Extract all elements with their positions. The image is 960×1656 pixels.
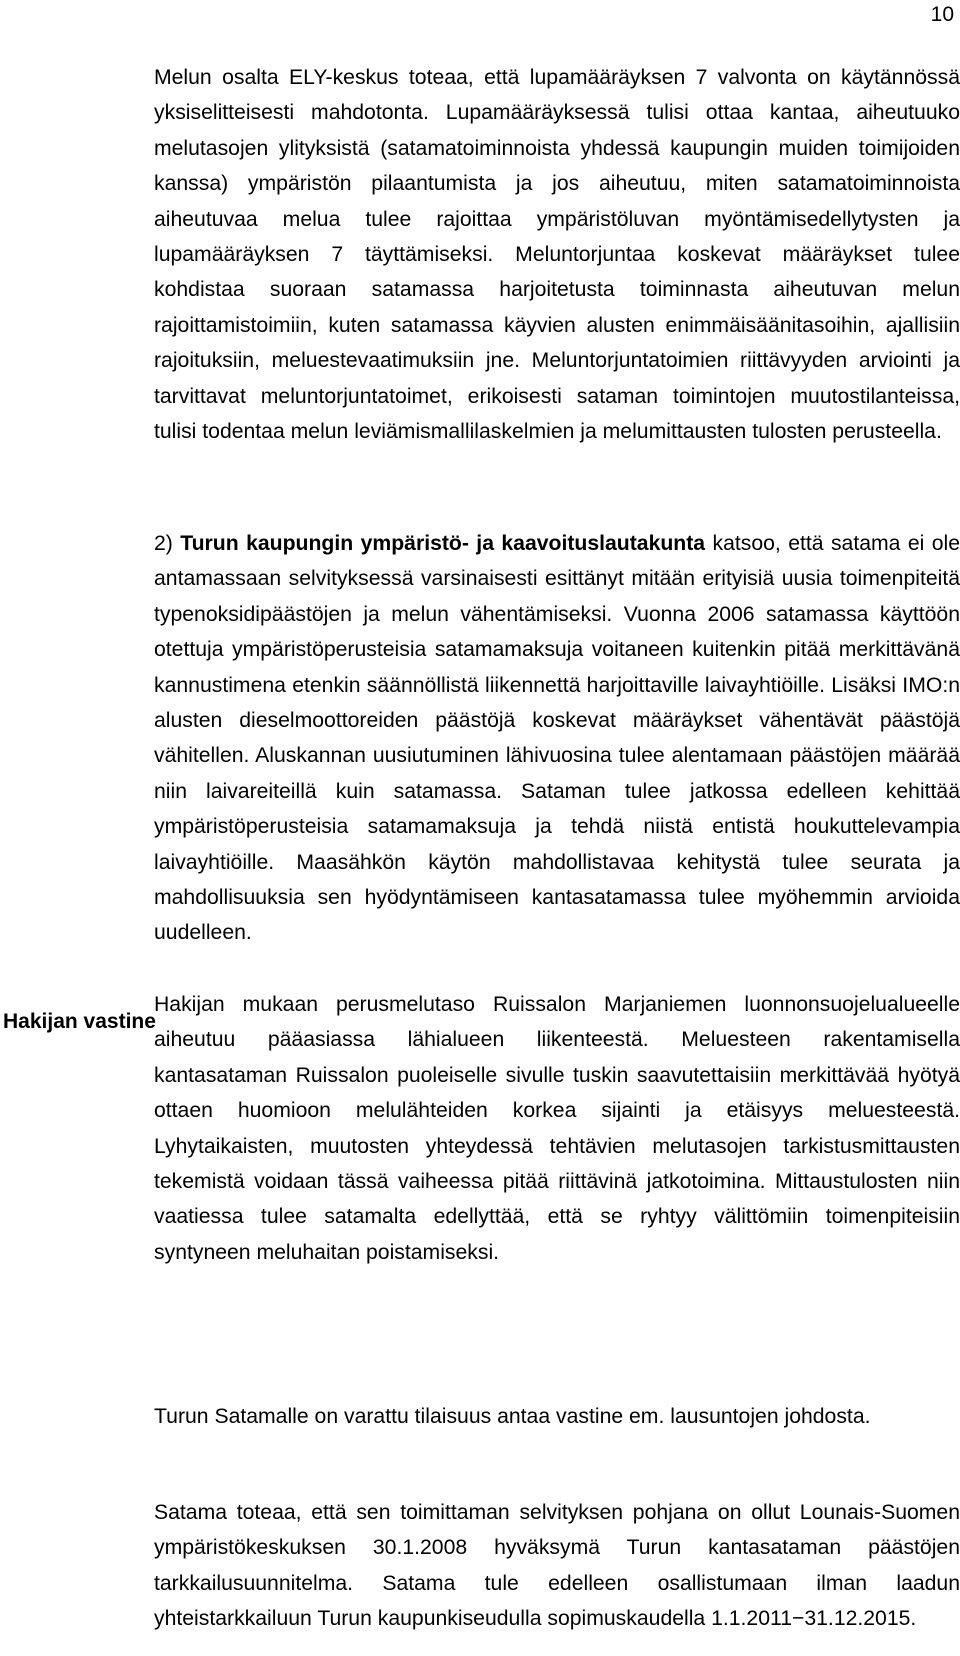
paragraph-perusmelutaso: Hakijan mukaan perusmelutaso Ruissalon Marjaniemen luonnonsuojelualueelle aiheutuu pääasiassa lähialueen liikenteestä. Meluesteen rakentamisella kantasataman Ruissalon puoleiselle sivulle tuskin saavutettaisiin merkittävää hyötyä ottaen huomioon melulähteiden korkea sijainti ja etäisyys meluesteestä. Lyhytaikaisten, muutosten yhteydessä tehtävien melutasojen tarkistusmittausten tekemistä voidaan tässä vaiheessa pitää riittävinä jatkotoimina. Mittaustulosten niin vaatiessa tulee satamalta edellyttää, että se ryhtyy välittömiin toimenpiteisiin syntyneen meluhaitan poistamiseksi. xyxy=(154,993,960,1264)
paragraph-vastine-tilaisuus: Turun Satamalle on varattu tilaisuus antaa vastine em. lausuntojen johdosta. xyxy=(154,1405,871,1428)
authority-name: Turun kaupungin ympäristö- ja kaavoituslautakunta xyxy=(180,532,706,555)
list-number: 2) xyxy=(154,532,173,555)
paragraph-body-text: katsoo, että satama ei ole antamassaan selvityksessä varsinaisesti esittänyt mitään erityisiä uusia toimenpiteitä typenoksidipäästöjen ja melun vähentämiseksi. Vuonna 2006 satamassa käyttöön otettuja ympäristöperusteisia satamamaksuja voitaneen kuitenkin pitää merkittävänä kannustimena etenkin säännöllistä liikennettä harjoittaville laivayhtiöille. Lisäksi IMO:n alusten dieselmoottoreiden päästöjä koskevat määräykset vähentävät päästöjä vähitellen. Aluskannan uusiutuminen lähivuosina tulee alentamaan päästöjen määrää niin laivareiteillä kuin satamassa. Sataman tulee jatkossa edelleen kehittää ympäristöperusteisia satamamaksuja ja tehdä niistä entistä houkuttelevampia laivayhtiöille. Maasähkön käytön mahdollistavaa kehitystä tulee seurata ja mahdollisuuksia sen hyödyntämiseen kantasatamassa tulee myöhemmin arvioida uudelleen. xyxy=(154,532,960,945)
page-number: 10 xyxy=(930,3,954,26)
section-heading-hakijan-vastine: Hakijan vastine xyxy=(3,1010,156,1033)
paragraph-satama-toteaa: Satama toteaa, että sen toimittaman selvityksen pohjana on ollut Lounais-Suomen ympäristökeskuksen 30.1.2008 hyväksymä Turun kantasataman päästöjen tarkkailusuunnitelma. Satama tule edelleen osallistumaan ilman laadun yhteistarkkailuun Turun kaupunkiseudulla sopimuskaudella 1.1.2011−31.12.2015. xyxy=(154,1501,960,1631)
paragraph-ely-keskus-melu: Melun osalta ELY-keskus toteaa, että lupamääräyksen 7 valvonta on käytännössä yksiselitteisesti mahdotonta. Lupamääräyksessä tulisi ottaa kantaa, aiheutuuko melutasojen ylityksistä (satamatoiminnoista yhdessä kaupungin muiden toimijoiden kanssa) ympäristön pilaantumista ja jos aiheutuu, miten satamatoiminnoista aiheutuvaa melua tulee rajoittaa ympäristöluvan myöntämisedellytysten ja lupamääräyksen 7 täyttämiseksi. Meluntorjuntaa koskevat määräykset tulee kohdistaa suoraan satamassa harjoitetusta toiminnasta aiheutuvan melun rajoittamistoimiin, kuten satamassa käyvien alusten enimmäisäänitasoihin, ajallisiin rajoituksiin, meluestevaatimuksiin jne. Meluntorjuntatoimien riittävyyden arviointi ja tarvittavat meluntorjuntatoimet, erikoisesti sataman toimintojen muutostilanteissa, tulisi todentaa melun leviämismallilaskelmien ja melumittausten tulosten perusteella. xyxy=(154,66,960,444)
paragraph-ymparisto-lautakunta xyxy=(154,526,960,951)
